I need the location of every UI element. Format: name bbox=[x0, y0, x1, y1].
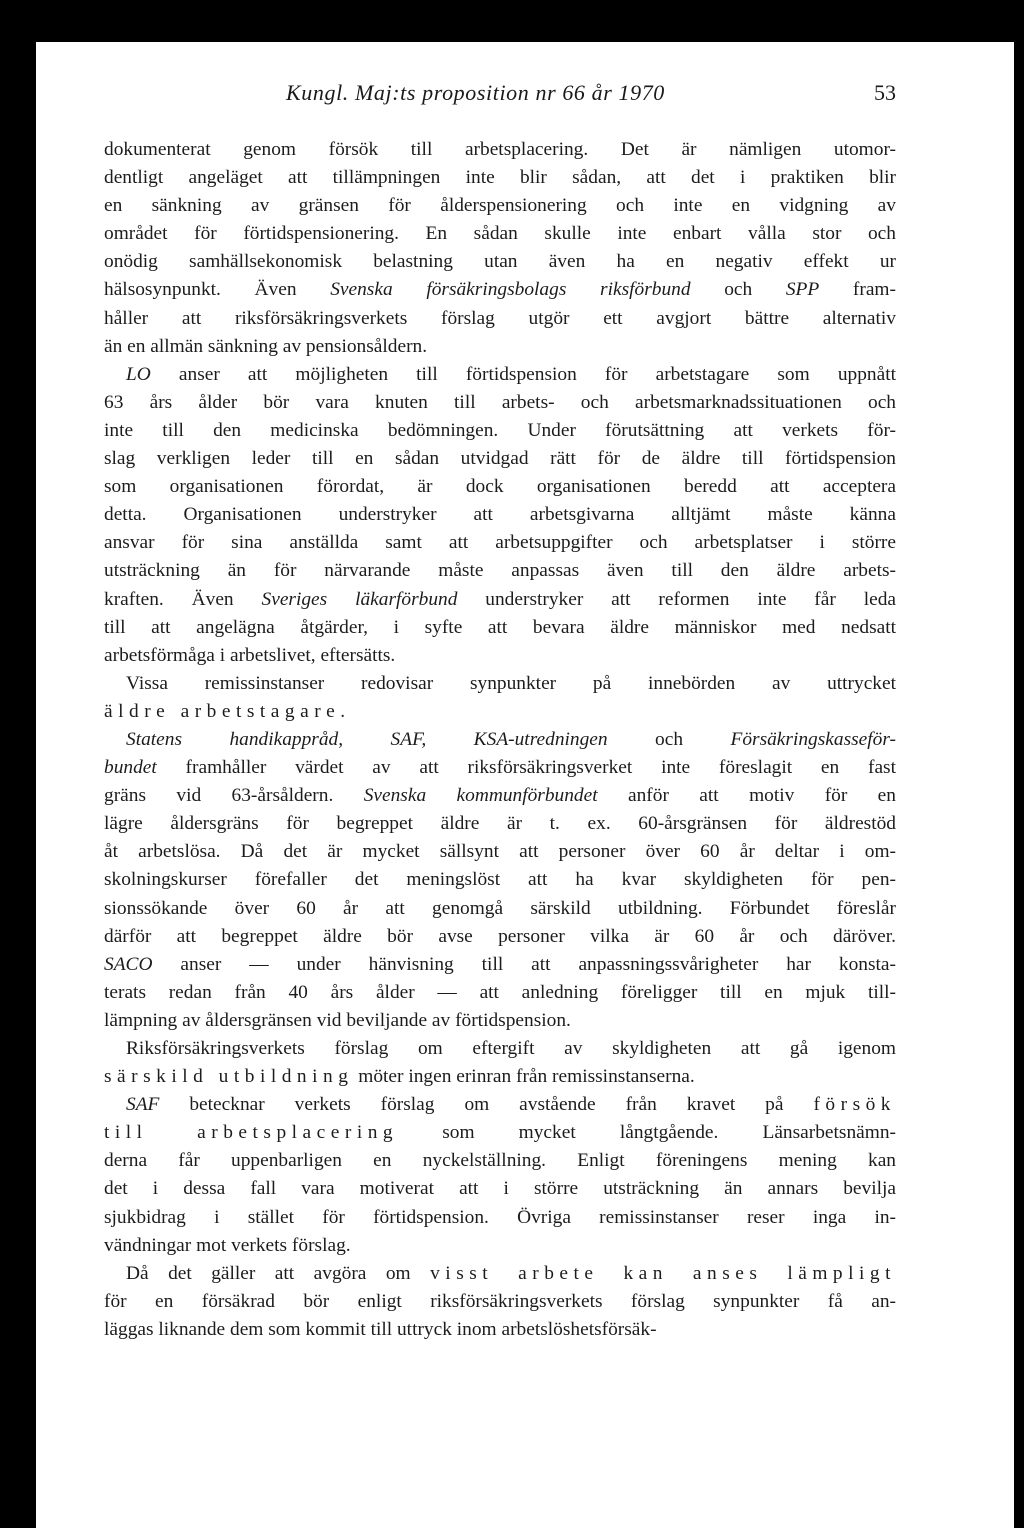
text-line bbox=[104, 754, 896, 782]
page-header bbox=[36, 80, 896, 120]
text-line bbox=[104, 389, 896, 417]
text-segment: sionssökande över 60 år att genomgå särskild utbildning. Förbundet föreslår bbox=[104, 897, 896, 919]
text-line bbox=[104, 1007, 896, 1035]
text-segment: lämpning av åldersgränsen vid beviljande av förtidspension. bbox=[104, 1009, 571, 1031]
text-segment: terats redan från 40 års ålder — att anledning föreligger till en mjuk till- bbox=[104, 981, 896, 1003]
text-segment: onödig samhällsekonomisk belastning utan även ha en negativ effekt ur bbox=[104, 251, 896, 273]
text-line bbox=[104, 923, 896, 951]
text-line bbox=[104, 642, 896, 670]
text-segment: gräns vid 63-årsåldern. bbox=[104, 785, 364, 807]
italic-text: SPP bbox=[785, 279, 820, 301]
text-line bbox=[104, 305, 896, 333]
text-segment: inte till den medicinska bedömningen. Under förutsättning att verkets för- bbox=[104, 419, 896, 441]
italic-text: Svenska kommunförbundet bbox=[363, 785, 598, 807]
text-line bbox=[104, 557, 896, 585]
spaced-emphasis-text: särskild utbildning bbox=[104, 1066, 354, 1088]
text-segment: hälsosynpunkt. Även bbox=[104, 279, 331, 301]
text-segment: detta. Organisationen understryker att arbetsgivarna alltjämt måste känna bbox=[104, 504, 896, 526]
text-line bbox=[104, 473, 896, 501]
text-segment: slag verkligen leder till en sådan utvidgad rätt för de äldre till förtidspension bbox=[104, 448, 896, 470]
text-line bbox=[104, 192, 896, 220]
text-segment: möter ingen erinran från remissinstanserna. bbox=[353, 1066, 695, 1088]
text-segment: derna får uppenbarligen en nyckelställning. Enligt föreningens mening kan bbox=[104, 1150, 896, 1172]
text-segment: lägre åldersgräns för begreppet äldre är t. ex. 60-årsgränsen för äldrestöd bbox=[104, 813, 896, 835]
text-segment: framhåller värdet av att riksförsäkringsverket inte föreslagit en fast bbox=[156, 757, 896, 779]
italic-text: bundet bbox=[104, 757, 157, 779]
text-line bbox=[104, 1091, 896, 1119]
text-line bbox=[104, 1232, 896, 1260]
text-segment: anser — under hänvisning till att anpassningssvårigheter har konsta- bbox=[152, 953, 896, 975]
text-segment: det i dessa fall vara motiverat att i större utsträckning än annars bevilja bbox=[104, 1178, 896, 1200]
text-segment: som mycket långtgående. Länsarbetsnämn- bbox=[398, 1122, 896, 1144]
text-segment: arbetsförmåga i arbetslivet, eftersätts. bbox=[104, 644, 396, 666]
text-line bbox=[104, 417, 896, 445]
text-segment: kraften. Även bbox=[104, 588, 262, 610]
text-segment: fram- bbox=[819, 279, 896, 301]
text-line bbox=[104, 1204, 896, 1232]
running-title: Kungl. Maj:ts proposition nr 66 år 1970 bbox=[286, 80, 665, 105]
text-line bbox=[104, 248, 896, 276]
italic-text: Svenska försäkringsbolags riksförbund bbox=[330, 279, 691, 301]
text-line bbox=[104, 1316, 896, 1344]
text-line bbox=[104, 276, 896, 304]
text-segment: till att angelägna åtgärder, i syfte att bevara äldre människor med nedsatt bbox=[104, 616, 896, 638]
text-line bbox=[104, 361, 896, 389]
text-line bbox=[104, 782, 896, 810]
text-segment: skolningskurser förefaller det meningslöst att ha kvar skyldigheten för pen- bbox=[104, 869, 896, 891]
text-line bbox=[104, 529, 896, 557]
text-segment: anför att motiv för en bbox=[597, 785, 896, 807]
text-line bbox=[104, 838, 896, 866]
page-number: 53 bbox=[874, 80, 896, 105]
text-line bbox=[104, 810, 896, 838]
body-text bbox=[104, 136, 896, 1344]
text-line bbox=[104, 979, 896, 1007]
text-line bbox=[104, 586, 896, 614]
text-segment: 63 års ålder bör vara knuten till arbets- och arbetsmarknadssituationen och bbox=[104, 391, 896, 413]
text-segment: anser att möjligheten till förtidspension för arbetstagare som uppnått bbox=[150, 363, 896, 385]
text-line bbox=[104, 164, 896, 192]
text-line bbox=[104, 1119, 896, 1147]
text-segment: som organisationen förordat, är dock organisationen beredd att acceptera bbox=[104, 476, 896, 498]
text-segment: . bbox=[340, 700, 346, 722]
text-segment: sjukbidrag i stället för förtidspension. Övriga remissinstanser reser inga in- bbox=[104, 1206, 896, 1228]
italic-text: SAF bbox=[126, 1094, 160, 1116]
text-segment: understryker att reformen inte får leda bbox=[457, 588, 896, 610]
text-line bbox=[104, 136, 896, 164]
text-line bbox=[104, 866, 896, 894]
spaced-emphasis-text: visst arbete kan anses lämpligt bbox=[430, 1262, 896, 1284]
text-segment: och bbox=[607, 728, 731, 750]
text-segment: området för förtidspensionering. En sådan skulle inte enbart vålla stor och bbox=[104, 223, 896, 245]
text-segment: därför att begreppet äldre bör avse personer vilka är 60 år och däröver. bbox=[104, 925, 896, 947]
text-line bbox=[104, 1288, 896, 1316]
italic-text: Försäkringskasseför- bbox=[730, 728, 896, 750]
text-line bbox=[104, 895, 896, 923]
text-segment: vändningar mot verkets förslag. bbox=[104, 1234, 351, 1256]
text-line bbox=[104, 1147, 896, 1175]
document-page bbox=[36, 42, 1014, 1528]
text-line bbox=[104, 614, 896, 642]
spaced-emphasis-text: äldre arbetstagare bbox=[104, 700, 341, 722]
text-segment: Riksförsäkringsverkets förslag om eftergift av skyldigheten att gå igenom bbox=[126, 1038, 896, 1059]
text-segment: en sänkning av gränsen för ålderspensionering och inte en vidgning av bbox=[104, 195, 896, 217]
italic-text: Sveriges läkarförbund bbox=[261, 588, 458, 610]
text-line bbox=[104, 951, 896, 979]
spaced-emphasis-text: försök bbox=[813, 1094, 896, 1116]
text-line bbox=[104, 1035, 896, 1063]
spaced-emphasis-text: till arbetsplacering bbox=[104, 1122, 399, 1144]
text-line bbox=[104, 333, 896, 361]
italic-text: Statens handikappråd, SAF, KSA-utredningen bbox=[126, 728, 608, 750]
text-line bbox=[104, 1175, 896, 1203]
text-segment: dokumenterat genom försök till arbetsplacering. Det är nämligen utomor- bbox=[104, 139, 896, 160]
text-line bbox=[104, 220, 896, 248]
text-segment: Vissa remissinstanser redovisar synpunkter på innebörden av uttrycket bbox=[126, 672, 896, 694]
text-segment: utsträckning än för närvarande måste anpassas även till den äldre arbets- bbox=[104, 560, 896, 582]
text-segment: ansvar för sina anställda samt att arbetsuppgifter och arbetsplatser i större bbox=[104, 532, 896, 554]
italic-text: LO bbox=[126, 363, 151, 385]
text-line bbox=[104, 670, 896, 698]
text-segment: åt arbetslösa. Då det är mycket sällsynt att personer över 60 år deltar i om- bbox=[104, 841, 896, 863]
text-segment: och bbox=[690, 279, 786, 301]
text-line bbox=[104, 501, 896, 529]
text-segment: läggas liknande dem som kommit till uttryck inom arbetslöshetsförsäk- bbox=[104, 1318, 657, 1340]
text-segment: Då det gäller att avgöra om bbox=[126, 1262, 431, 1284]
text-line bbox=[104, 1063, 896, 1091]
text-segment: betecknar verkets förslag om avstående från kravet på bbox=[159, 1094, 814, 1116]
text-segment: dentligt angeläget att tillämpningen inte blir sådan, att det i praktiken blir bbox=[104, 167, 896, 189]
text-segment: än en allmän sänkning av pensionsåldern. bbox=[104, 335, 428, 357]
text-line bbox=[104, 445, 896, 473]
italic-text: SACO bbox=[104, 953, 153, 975]
text-line bbox=[104, 726, 896, 754]
text-segment: håller att riksförsäkringsverkets förslag utgör ett avgjort bättre alternativ bbox=[104, 307, 896, 329]
text-segment: för en försäkrad bör enligt riksförsäkringsverkets förslag synpunkter få an- bbox=[104, 1290, 896, 1312]
text-line bbox=[104, 698, 896, 726]
text-line bbox=[104, 1260, 896, 1288]
